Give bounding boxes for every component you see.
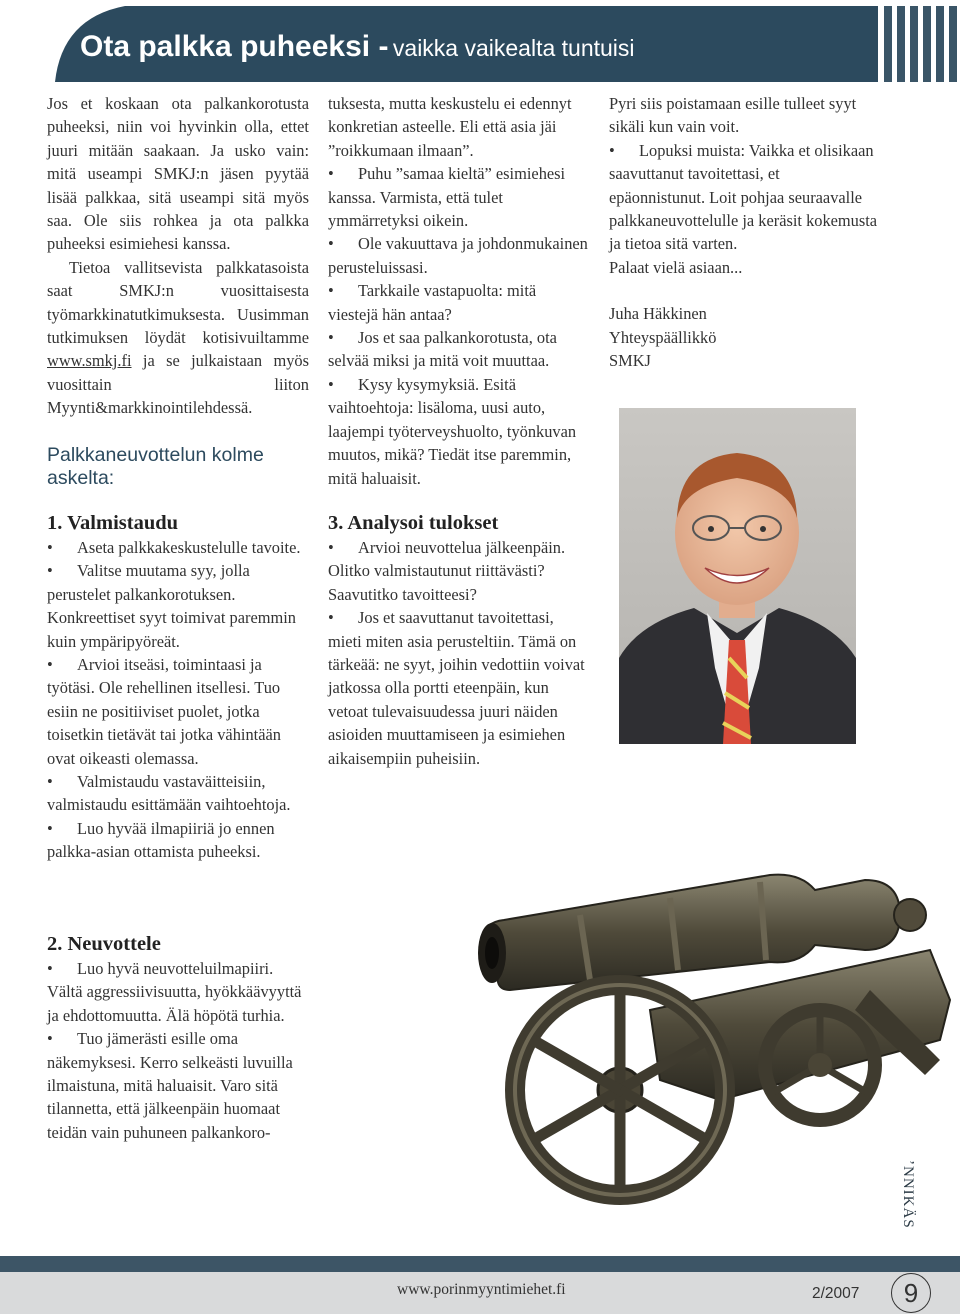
author-name: Juha Häkkinen (609, 304, 707, 324)
list-item: • Luo hyvää ilmapiiriä jo ennen palkka-asian ottamista puheeksi. (47, 818, 275, 862)
list-item: • Puhu ”samaa kieltä” esimiehesi kanssa. Varmista, että tulet ymmärretyksi oikein. (328, 164, 566, 231)
title-main: Ota palkka puheeksi - (80, 30, 389, 63)
list-item: • Jos et saavuttanut tavoitettasi, mieti miten asia perusteltiin. Tämä on tärkeää: ne syyt, joihin vedottiin voivat jatkossa olla portti eteenpäin, kun vetoat tulevaisuudessa juuri näiden asioiden muuttamiseen ja esimiehen aikaisempiin puheisiin. (328, 608, 585, 768)
list-item: • Aseta palkkakeskustelulle tavoite. (47, 538, 301, 557)
author-title: Yhteyspäällikkö (609, 327, 717, 347)
list-item: • Tuo jämerästi esille oma näkemyksesi. Kerro selkeästi luvuilla ilmaistuna, mitä haluaisit. Varo sitä tilannetta, että jälkeenpäin huomaat teidän vain puhuneen palkankoro- (47, 1029, 293, 1142)
list-item: • Tarkkaile vastapuolta: mitä viestejä hän antaa? (328, 281, 537, 324)
step1-title: 1. Valmistaudu (47, 512, 179, 534)
list-item: • Valmistaudu vastaväitteisiin, valmistaudu esittämään vaihtoehtoja. (47, 772, 291, 815)
step2-section (47, 931, 309, 1144)
author-portrait-photo (619, 408, 856, 744)
title-sub: vaikka vaikealta tuntuisi (392, 35, 635, 61)
side-label: ʼNNIKÄS (900, 1160, 916, 1229)
section-heading: Palkkaneuvottelun kolme askelta: (47, 443, 264, 489)
list-item: • Kysy kysymyksiä. Esitä vaihtoehtoja: lisäloma, uusi auto, laajempi työterveyshuolto, työnkuvan muutos, mikä? Tiedät itse paremmin, mitä haluaisit. (328, 374, 577, 488)
list-item: • Valitse muutama syy, jolla perustelet palkankorotuksen. Konkreettiset syyt toimivat paremmin kuin ympäripyöreät. (47, 561, 296, 651)
issue-number: 2/2007 (812, 1285, 860, 1302)
intro-paragraph: Jos et koskaan ota palkankorotusta puheeksi, niin voi hyvinkin olla, ettet juuri mitään saakaan. Ja usko vain: mitä useampi SMKJ:n jäsen pyytää lisää palkkaa, sitä useampi sitä myös saa. Ole siis rohkea ja ota palkka puheeksi esimiehesi kanssa. (47, 94, 309, 254)
list-item: • Ole vakuuttava ja johdonmukainen perusteluissasi. (328, 234, 588, 277)
continued-paragraph: Pyri siis poistamaan esille tulleet syyt sikäli kun vain voit. (609, 94, 857, 137)
page-number: 9 (891, 1273, 931, 1313)
list-item: • Lopuksi muista: Vaikka et olisikaan saavuttanut tavoitettasi, et epäonnistunut. Loit pohjaa seuraavalle palkkaneuvottelulle ja keräsit kokemusta ja tietoa sitä varten. (609, 140, 878, 254)
column-2 (328, 92, 590, 490)
page-title (80, 30, 635, 64)
step1-section (47, 510, 309, 864)
list-item: • Arvioi itseäsi, toimintaasi ja työtäsi. Ole rehellinen itsellesi. Tuo esiin ne positiiviset puolet, jotka toisetkin tietävät tai jotka vähintään ovat oikeasti olemassa. (47, 655, 281, 768)
smkj-link[interactable]: www.smkj.fi (47, 351, 132, 371)
salary-info-paragraph: Tietoa vallitsevista palkkatasoista saat SMKJ:n vuosittaisesta työmarkkinatutkimuksesta. Uusimman tutkimuksen löydät kotisivuiltamme www.smkj.fi ja se julkaistaan myös vuosittain liiton Myynti&markkinointilehdessä. (47, 257, 309, 418)
column-3 (609, 92, 879, 372)
list-item: • Luo hyvä neuvotteluilmapiiri. Vältä aggressiivisuutta, hyökkäävyyttä ja ehdottomuutta. Älä höpötä turhia. (47, 959, 302, 1025)
author-org: SMKJ (609, 351, 651, 371)
step3-section (328, 510, 590, 770)
column-1 (47, 92, 309, 490)
article-header (0, 0, 960, 82)
list-item: • Jos et saa palkankorotusta, ota selvää miksi ja mitä voit muuttaa. (328, 328, 557, 371)
list-item: • Arvioi neuvottelua jälkeenpäin. Olitko valmistautunut riittävästi? Saavutitko tavoitteesi? (328, 538, 566, 604)
footer-url[interactable]: www.porinmyyntimiehet.fi (397, 1281, 566, 1298)
continued-paragraph: tuksesta, mutta keskustelu ei edennyt konkretian asteelle. Eli että asia jäi ”roikkumaan ilmaan”. (328, 94, 572, 160)
step3-title: 3. Analysoi tulokset (328, 512, 499, 534)
cannon-illustration (470, 800, 960, 1220)
step2-title: 2. Neuvottele (47, 933, 161, 955)
footer-band (0, 1256, 960, 1272)
closing-line: Palaat vielä asiaan... (609, 257, 743, 277)
